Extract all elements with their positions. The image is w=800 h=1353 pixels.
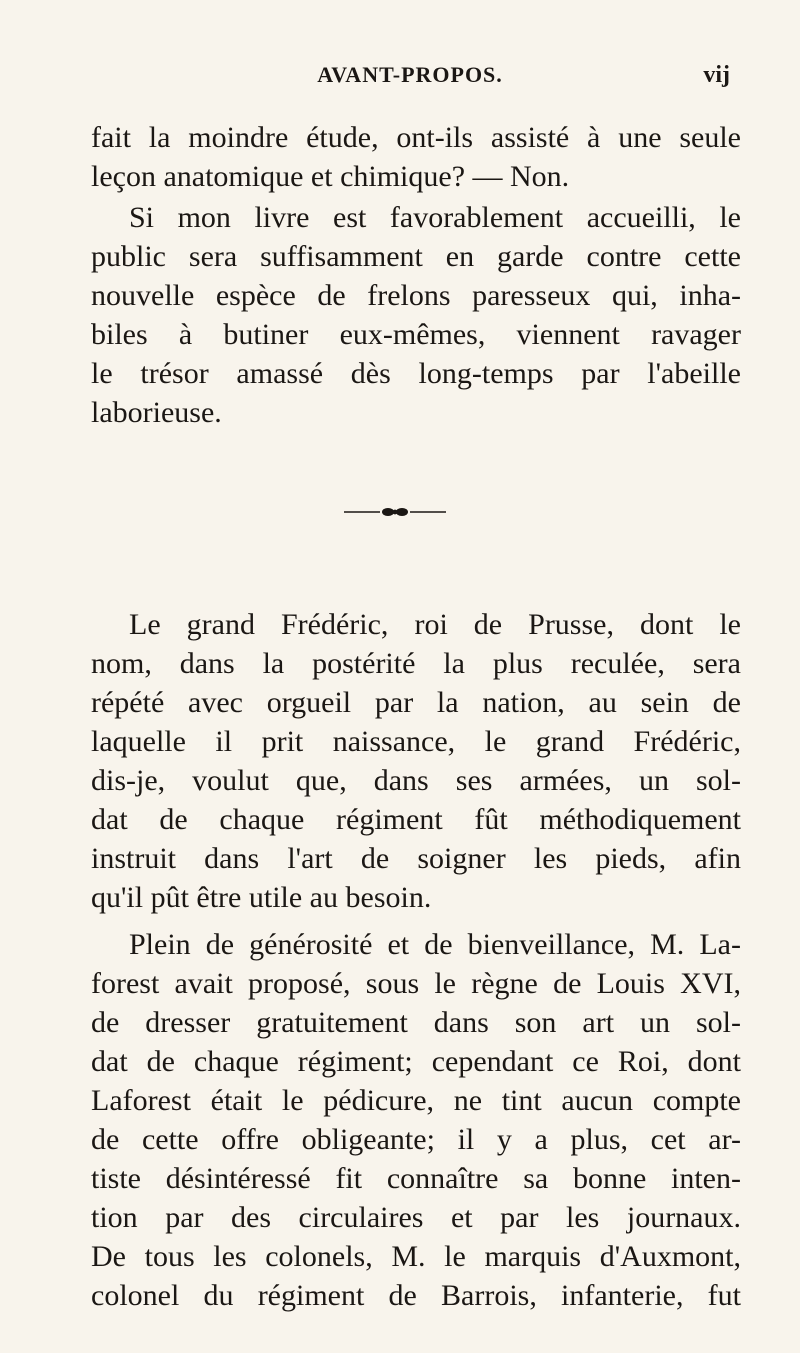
text-line: laquelle il prit naissance, le grand Frédéric, [91, 725, 741, 758]
text-line: Si mon livre est favorablement accueilli, le [129, 201, 741, 234]
text-line: De tous les colonels, M. le marquis d'Auxmont, [91, 1240, 741, 1273]
paragraph [91, 198, 741, 432]
text-line: tion par des circulaires et par les journaux. [91, 1201, 741, 1234]
paragraph-continuation [91, 118, 741, 196]
text-line: biles à butiner eux-mêmes, viennent ravager [91, 318, 741, 351]
text-line: Plein de générosité et de bienveillance, M. La- [129, 928, 741, 961]
text-line: instruit dans l'art de soigner les pieds, afin [91, 842, 741, 875]
running-title: AVANT-PROPOS. [317, 62, 503, 87]
text-line: laborieuse. [91, 396, 222, 429]
paragraph [91, 925, 741, 1315]
text-line: qu'il pût être utile au besoin. [91, 881, 432, 914]
text-line: colonel du régiment de Barrois, infanterie, fut [91, 1279, 741, 1312]
text-line: le trésor amassé dès long-temps par l'abeille [91, 357, 741, 390]
text-line: de cette offre obligeante; il y a plus, cet ar- [91, 1123, 741, 1156]
text-line: nom, dans la postérité la plus reculée, sera [91, 647, 741, 680]
text-line: nouvelle espèce de frelons paresseux qui, inha- [91, 279, 741, 312]
text-line: fait la moindre étude, ont-ils assisté à une seule [91, 121, 741, 154]
running-header [90, 62, 730, 92]
text-line: dat de chaque régiment fût méthodiquement [91, 803, 741, 836]
text-line: de dresser gratuitement dans son art un sol- [91, 1006, 741, 1039]
text-line: tiste désintéressé fit connaître sa bonne inten- [91, 1162, 741, 1195]
paragraph [91, 605, 741, 917]
text-line: leçon anatomique et chimique? — Non. [91, 160, 570, 193]
text-line: dis-je, voulut que, dans ses armées, un sol- [91, 764, 741, 797]
text-line: dat de chaque régiment; cependant ce Roi, dont [91, 1045, 741, 1078]
page-number: vij [703, 62, 730, 88]
text-line: Laforest était le pédicure, ne tint aucun compte [91, 1084, 741, 1117]
text-line: public sera suffisamment en garde contre cette [91, 240, 741, 273]
text-line: répété avec orgueil par la nation, au sein de [91, 686, 741, 719]
ornament-divider-icon [340, 504, 450, 520]
text-line: Le grand Frédéric, roi de Prusse, dont le [129, 608, 741, 641]
text-line: forest avait proposé, sous le règne de Louis XVI, [91, 967, 741, 1000]
